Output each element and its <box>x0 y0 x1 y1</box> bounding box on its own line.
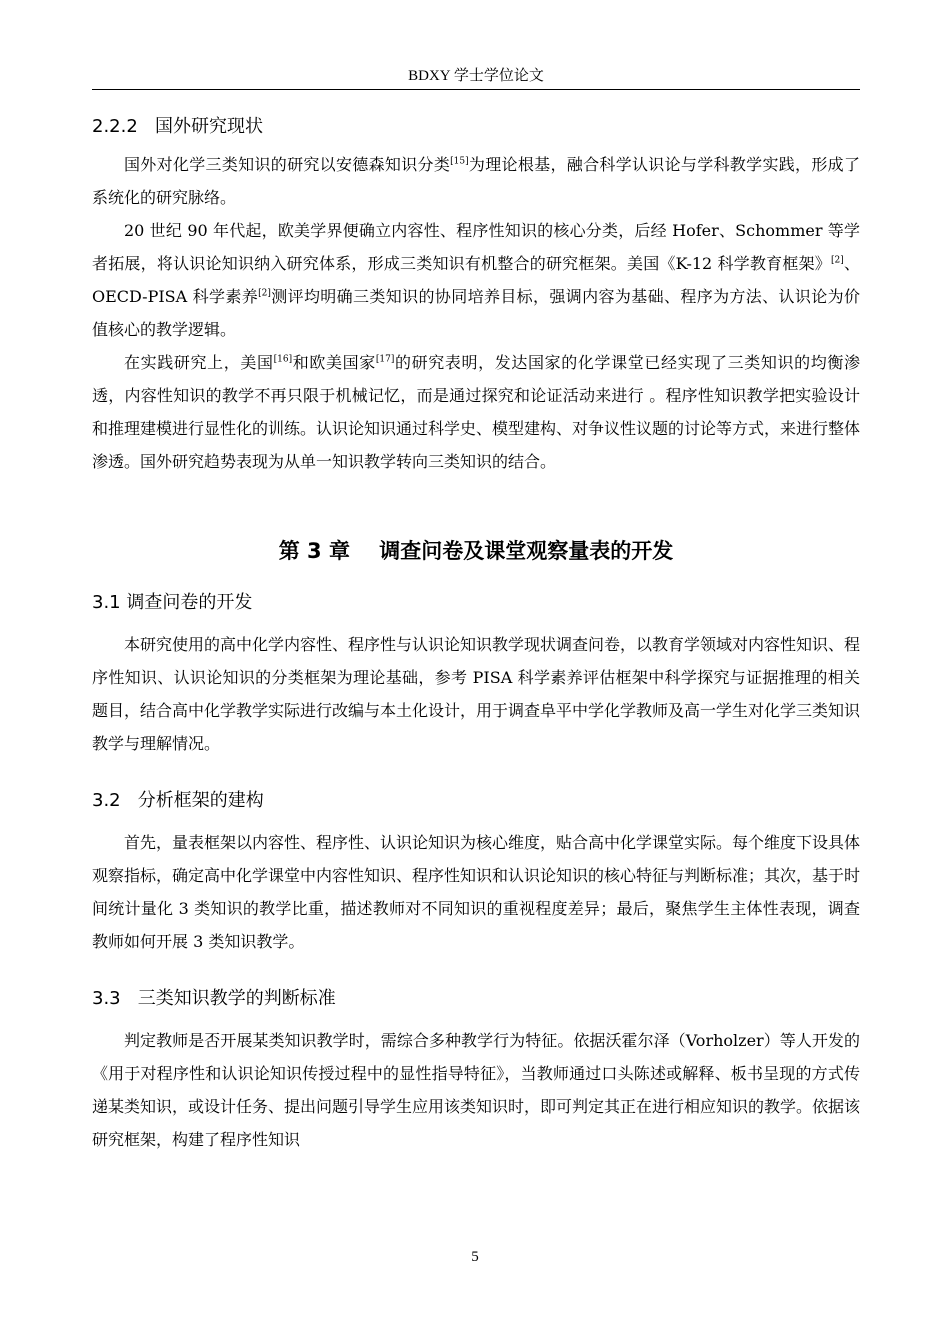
text-run: 、OECD-PISA 科学素养 <box>92 254 860 306</box>
text-run: 国外对化学三类知识的研究以安德森知识分类 <box>124 155 451 174</box>
text-run: 和欧美国家 <box>292 353 376 372</box>
text-run: 在实践研究上，美国 <box>124 353 274 372</box>
paragraph: 判定教师是否开展某类知识教学时，需综合多种教学行为特征。依据沃霍尔泽（Vorholzer）等人开发的《用于对程序性和认识论知识传授过程中的显性指导特征》，当教师通过口头陈述或解释、板书呈现的方式传递某类知识，或设计任务、提出问题引导学生应用该类知识时，即可判定其正在进行相应知识的教学。依据该研究框架，构建了程序性知识 <box>92 1031 860 1149</box>
paragraph <box>92 148 860 214</box>
section-heading-2-2-2: 2.2.2 国外研究现状 <box>92 116 263 137</box>
citation-ref: [15] <box>450 156 469 167</box>
paragraph: 首先，量表框架以内容性、程序性、认识论知识为核心维度，贴合高中化学课堂实际。每个维度下设具体观察指标，确定高中化学课堂中内容性知识、程序性知识和认识论知识的核心特征与判断标准；其次，基于时间统计量化 3 类知识的教学比重，描述教师对不同知识的重视程度差异；最后，聚焦学生主体性表现，调查教师如何开展 3 类知识教学。 <box>92 833 861 951</box>
section-heading-3-2: 3.2 分析框架的建构 <box>92 790 264 811</box>
paragraph <box>92 214 860 346</box>
section-heading-3-3: 3.3 三类知识教学的判断标准 <box>92 988 336 1009</box>
page-number: 5 <box>471 1249 479 1265</box>
paragraph <box>92 346 860 478</box>
paragraph: 本研究使用的高中化学内容性、程序性与认识论知识教学现状调查问卷，以教育学领域对内容性知识、程序性知识、认识论知识的分类框架为理论基础，参考 PISA 科学素养评估框架中科学探究与证据推理的相关题目，结合高中化学教学实际进行改编与本土化设计，用于调查阜平中学化学教师及高一学生对化学三类知识教学与理解情况。 <box>92 635 861 753</box>
body-text <box>92 112 860 1156</box>
citation-ref: [2] <box>258 288 271 299</box>
text-run: 的研究表明，发达国家的化学课堂已经实现了三类知识的均衡渗透，内容性知识的教学不再只限于机械记忆，而是通过探究和论证活动来进行 。程序性知识教学把实验设计和推理建模进行显性化的训练。认识论知识通过科学史、模型建构、对争议性议题的讨论等方式，来进行整体渗透。国外研究趋势表现为从单一知识教学转向三类知识的结合。 <box>92 353 861 471</box>
header-rule <box>92 89 860 90</box>
section-heading-3-1: 3.1 调查问卷的开发 <box>92 592 253 613</box>
running-header: BDXY 学士学位论文 <box>408 68 544 84</box>
citation-ref: [17] <box>375 354 395 365</box>
citation-ref: [16] <box>273 354 293 365</box>
citation-ref: [2] <box>831 255 844 266</box>
text-run: 为理论根基，融合科学认识论与学科教学实践，形成了系统化的研究脉络。 <box>92 155 860 207</box>
chapter-title: 第 3 章 调查问卷及课堂观察量表的开发 <box>278 539 674 563</box>
text-run: 测评均明确三类知识的协同培养目标，强调内容为基础、程序为方法、认识论为价值核心的教学逻辑。 <box>92 287 860 339</box>
text-run: 20 世纪 90 年代起，欧美学界便确立内容性、程序性知识的核心分类，后经 Hofer、Schommer 等学者拓展，将认识论知识纳入研究体系，形成三类知识有机整合的研究框架。美国《K-12 科学教育框架》 <box>92 221 860 273</box>
